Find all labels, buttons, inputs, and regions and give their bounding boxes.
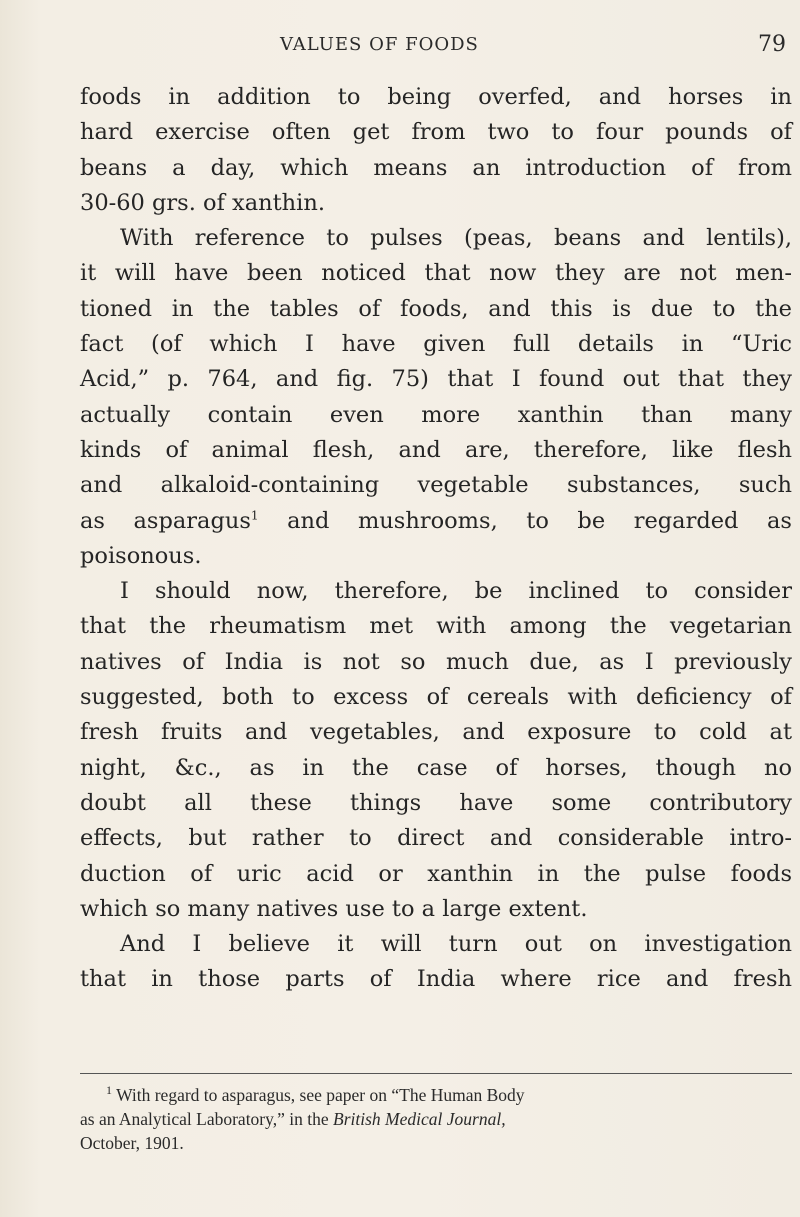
text-line: poisonous. [80,542,202,569]
text-line: fact (of which I have given full details in “Uric [80,331,792,358]
footnote-divider [80,1073,792,1074]
text-line: beans a day, which means an introduction of from [80,154,792,181]
text-line: duction of uric acid or xanthin in the pulse foods [80,860,792,887]
footnote-marker: 1 [106,1083,112,1098]
text-line: and alkaloid-containing vegetable substances, such [80,472,792,499]
footnote-line [80,1083,792,1107]
running-head [80,34,794,64]
paragraph-start-line: With reference to pulses (peas, beans and lentils), [120,225,792,252]
text-line: natives of India is not so much due, as I previously [80,648,792,675]
text-line: that in those parts of India where rice and fresh [80,966,792,993]
text-line: night, &c., as in the case of horses, though no [80,754,792,781]
text-line: actually contain even more xanthin than many [80,401,792,428]
text-line: tioned in the tables of foods, and this is due to the [80,295,792,322]
text-segment: as asparagus [80,507,251,534]
text-line-with-footnote [80,504,792,539]
text-line: which so many natives use to a large extent. [80,895,588,922]
text-line: that the rheumatism met with among the vegetarian [80,613,792,640]
text-line: 30-60 grs. of xanthin. [80,189,326,216]
footnote-line [80,1107,792,1131]
footnote-reference: 1 [250,508,259,523]
text-line: fresh fruits and vegetables, and exposure to cold at [80,719,792,746]
text-segment: and mushrooms, to be regarded as [287,507,792,534]
text-line: Acid,” p. 764, and fig. 75) that I found out that they [80,366,792,393]
footnote-text: With regard to asparagus, see paper on “The Human Body [116,1085,525,1105]
footnote-line: October, 1901. [80,1133,184,1153]
text-line: effects, but rather to direct and considerable intro- [80,825,792,852]
text-line: foods in addition to being overfed, and horses in [80,84,792,110]
text-line: hard exercise often get from two to four pounds of [80,119,792,146]
paragraph-start-line: And I believe it will turn out on investigation [120,931,792,958]
paragraph-start-line: I should now, therefore, be inclined to consider [120,578,792,605]
footnote-text: as an Analytical Laboratory,” in the [80,1109,334,1129]
page-number: 79 [758,32,786,57]
journal-title: British Medical Journal, [333,1109,506,1129]
footnote [80,1083,792,1155]
text-line: doubt all these things have some contributory [80,789,792,816]
running-title: VALUES OF FOODS [280,34,479,55]
text-line: it will have been noticed that now they are not men- [80,260,792,287]
body-text [80,80,792,998]
text-line: suggested, both to excess of cereals with deficiency of [80,684,792,711]
text-line: kinds of animal flesh, and are, therefore, like flesh [80,436,792,463]
